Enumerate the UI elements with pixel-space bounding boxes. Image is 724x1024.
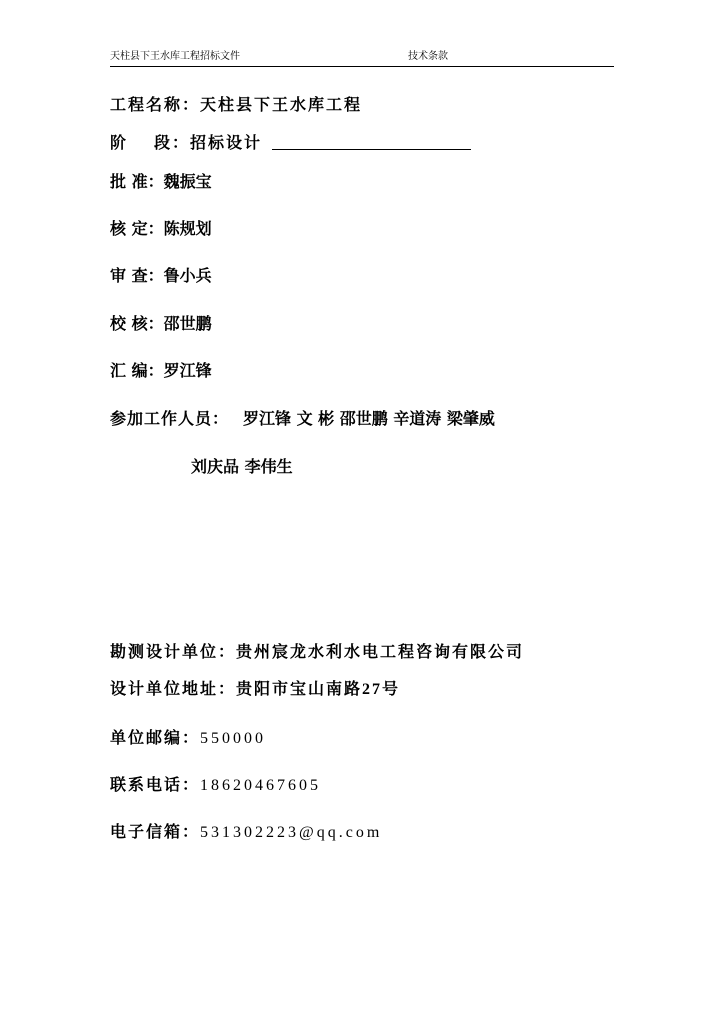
participants-line-2 bbox=[191, 457, 293, 477]
participants-label: 参加工作人员： bbox=[110, 409, 230, 428]
company-phone-line bbox=[110, 775, 321, 796]
project-stage-value: 招标设计 bbox=[190, 133, 263, 152]
stage-underline bbox=[272, 149, 471, 150]
company-postcode-line bbox=[110, 728, 266, 749]
signoff-label: 汇 编： bbox=[110, 361, 164, 380]
company-unit-label: 勘测设计单位： bbox=[110, 642, 237, 661]
participants-line-1 bbox=[110, 409, 495, 429]
company-unit-line bbox=[110, 642, 524, 662]
project-stage-label-1: 阶 bbox=[110, 133, 129, 152]
company-postcode-label: 单位邮编： bbox=[110, 728, 201, 747]
project-name-label: 工程名称： bbox=[110, 95, 201, 114]
company-address-number: 27 bbox=[362, 681, 383, 698]
company-phone-label: 联系电话： bbox=[110, 775, 201, 794]
company-address-value: 贵阳市宝山南路 bbox=[236, 679, 363, 698]
company-postcode-value: 550000 bbox=[200, 730, 267, 747]
participants-names-2: 刘庆品 李伟生 bbox=[191, 457, 293, 476]
project-stage-line bbox=[110, 133, 262, 153]
signoff-review bbox=[110, 266, 212, 286]
signoff-value: 邵世鹏 bbox=[163, 314, 212, 333]
page-header bbox=[110, 50, 614, 67]
signoff-verify bbox=[110, 219, 212, 239]
company-address-line bbox=[110, 679, 400, 700]
header-section-title: 技术条款 bbox=[408, 51, 448, 62]
company-address-suffix: 号 bbox=[382, 679, 401, 698]
company-address-label: 设计单位地址： bbox=[110, 679, 237, 698]
signoff-check bbox=[110, 314, 212, 334]
signoff-value: 陈规划 bbox=[163, 219, 212, 238]
signoff-label: 校 核： bbox=[110, 314, 164, 333]
signoff-label: 审 查： bbox=[110, 266, 164, 285]
company-email-value: 531302223@qq.com bbox=[200, 824, 383, 841]
signoff-approve bbox=[110, 172, 212, 192]
header-document-title: 天柱县下王水库工程招标文件 bbox=[110, 51, 240, 62]
company-unit-value: 贵州宸龙水利水电工程咨询有限公司 bbox=[236, 642, 525, 661]
company-email-line bbox=[110, 822, 382, 843]
signoff-compile bbox=[110, 361, 212, 381]
company-phone-value: 18620467605 bbox=[200, 777, 322, 794]
company-email-label: 电子信箱： bbox=[110, 822, 201, 841]
signoff-value: 鲁小兵 bbox=[163, 266, 212, 285]
signoff-value: 罗江锋 bbox=[163, 361, 212, 380]
project-name-line bbox=[110, 95, 362, 115]
participants-names-1: 罗江锋 文 彬 邵世鹏 辛道涛 梁肇威 bbox=[243, 409, 495, 428]
signoff-value: 魏振宝 bbox=[163, 172, 212, 191]
signoff-label: 核 定： bbox=[110, 219, 164, 238]
project-stage-label-2: 段： bbox=[154, 133, 191, 152]
project-name-value: 天柱县下王水库工程 bbox=[200, 95, 363, 114]
signoff-label: 批 准： bbox=[110, 172, 164, 191]
